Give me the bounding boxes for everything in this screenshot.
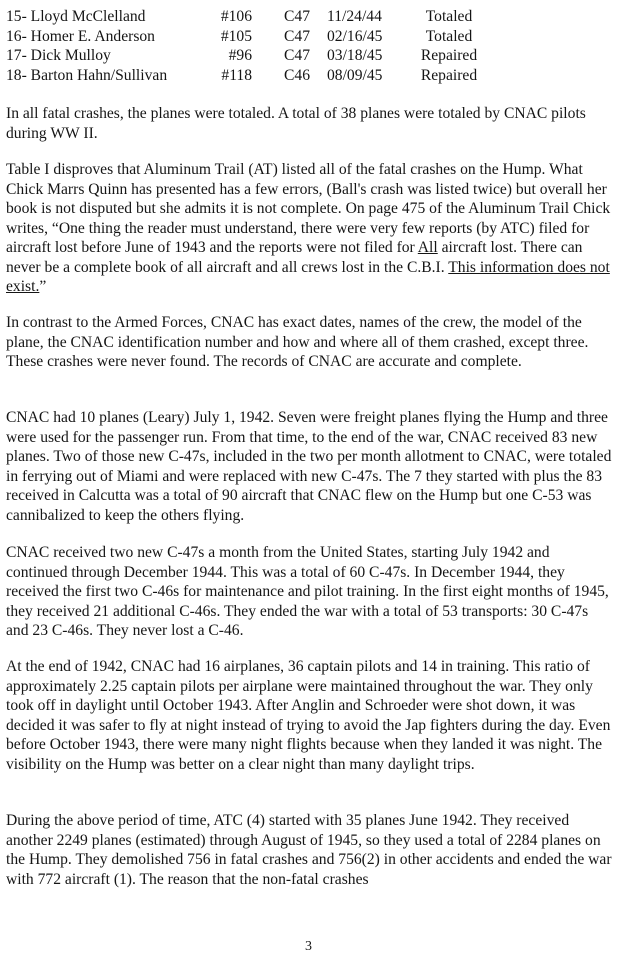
crash-date: 02/16/45 [327,27,383,45]
crash-date: 11/24/44 [327,8,382,25]
aircraft-status: Totaled [425,8,473,25]
underlined-text: All [417,239,438,256]
page-number: 3 [305,939,312,954]
aircraft-type: C46 [284,66,310,84]
pilot-name: 16- Homer E. Anderson [6,27,155,45]
pilot-name: 18- Barton Hahn/Sullivan [6,66,168,84]
plane-number: #105 [220,27,252,45]
crash-date: 08/09/45 [327,66,383,84]
table-row [6,66,606,86]
aircraft-type: C47 [284,8,310,25]
pilot-name: 15- Lloyd McClelland [6,8,146,25]
crash-table [6,7,606,85]
aircraft-status: Totaled [425,27,473,45]
paragraph-text: Table I disproves that Aluminum Trail (AT) listed all of the fatal crashes on the Hump. What Chick Marrs Quinn has presented has a few errors, (Ball's crash was listed twice) but overall her book is not disputed but she admits it is not complete. On page 475 of the Aluminum Trail Chick writes, “One thing the reader must understand, there were very few reports (by ATC) filed for aircraft lost before June of 1943 and the reports were not filed for [6,161,611,256]
paragraph-cnac-planes: CNAC had 10 planes (Leary) July 1, 1942. Seven were freight planes flying the Hump and three were used for the passenger run. From that time, to the end of the war, CNAC received 83 new planes. Two of those new C-47s, included in the two per month allotment to CNAC, were totaled in ferrying out of Miami and were replaced with new C-47s. The 7 they started with plus the 83 received in Calcutta was a total of 90 aircraft that CNAC flew on the Hump but one C-53 was cannibalized to keep the others flying. [6,409,612,524]
crash-date: 03/18/45 [327,47,383,64]
table-row [6,46,606,66]
aircraft-status: Repaired [420,47,478,64]
aircraft-status: Repaired [420,66,478,84]
paragraph-atc-planes: During the above period of time, ATC (4) started with 35 planes June 1942. They received another 2249 planes (estimated) through August of 1945, so they used a total of 2284 planes on the Hump. They demolished 756 in fatal crashes and 756(2) in other accidents and ended the war with 772 aircraft (1). The reason that the non-fatal crashes [6,812,612,888]
table-row [6,27,606,47]
pilot-name: 17- Dick Mulloy [6,47,111,64]
aircraft-type: C47 [284,47,310,64]
plane-number: #118 [221,66,252,84]
paragraph-aluminum-trail [6,160,612,297]
paragraph-text: aircraft lost. There can never be a complete book of all aircraft and all crews lost in the C.B.I. [6,239,583,276]
paragraph-cnac-pilots: At the end of 1942, CNAC had 16 airplanes, 36 captain pilots and 14 in training. This ratio of approximately 2.25 captain pilots per airplane were maintained throughout the war. They only took off in daylight until October 1943. After Anglin and Schroeder were shot down, it was decided it was safer to fly at night instead of trying to avoid the Jap fighters during the day. Even before October 1943, there were many night flights because when they landed it was night. The visibility on the Hump was better on a clear night than many daylight trips. [6,658,611,773]
paragraph-cnac-records: In contrast to the Armed Forces, CNAC has exact dates, names of the crew, the model of the plane, the CNAC identification number and how and where all of them crashed, except three. These crashes were never found. The records of CNAC are accurate and complete. [6,314,589,370]
plane-number: #106 [220,8,252,25]
aircraft-type: C47 [284,27,310,45]
table-row [6,7,606,27]
underlined-text: This information does not exist. [6,258,610,295]
paragraph-text: ” [39,278,47,295]
plane-number: #96 [228,47,252,64]
paragraph-fatal-crashes: In all fatal crashes, the planes were totaled. A total of 38 planes were totaled by CNAC pilots during WW II. [6,105,586,142]
paragraph-cnac-c47s: CNAC received two new C-47s a month from the United States, starting July 1942 and continued through December 1944. This was a total of 60 C-47s. In December 1944, they received the first two C-46s for maintenance and pilot training. In the first eight months of 1945, they received 21 additional C-46s. They ended the war with a total of 53 transports: 30 C-47s and 23 C-46s. They never lost a C-46. [6,544,609,639]
